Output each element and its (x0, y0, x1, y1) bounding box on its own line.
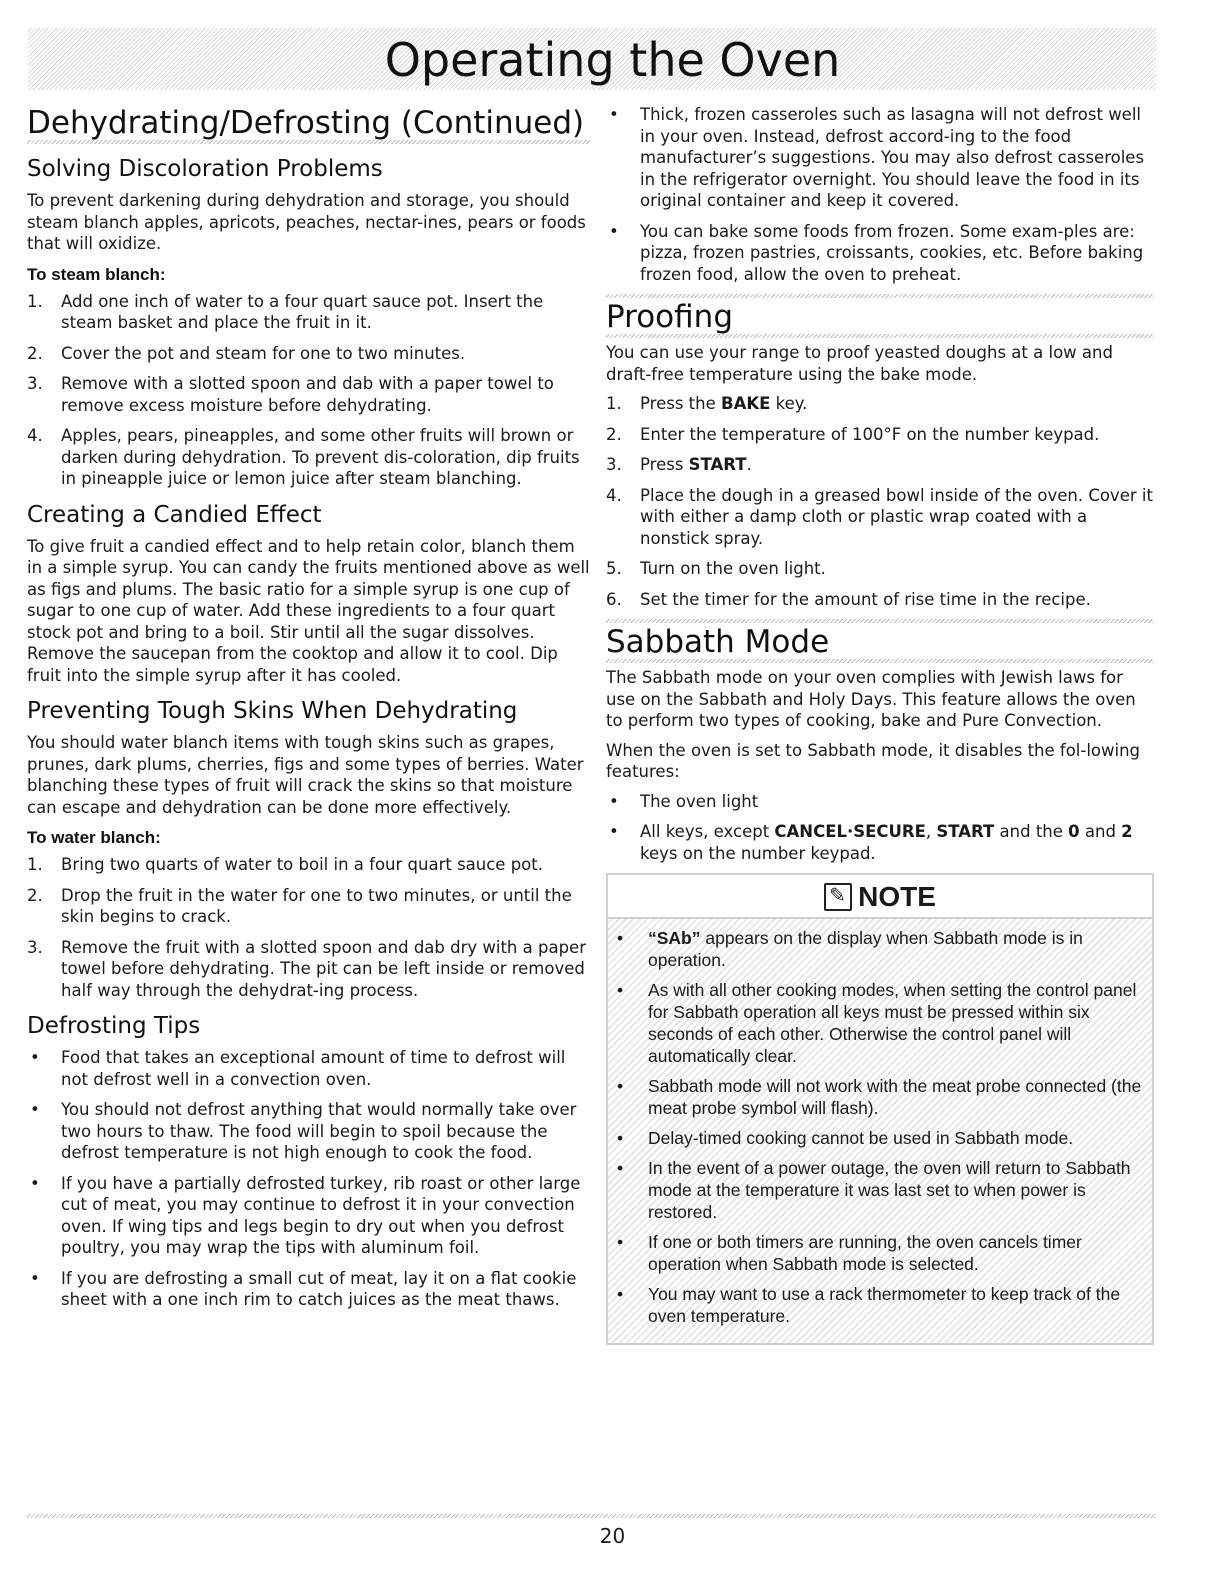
section-title-dehydrating: Dehydrating/Defrosting (Continued) (27, 104, 590, 144)
bullet-icon: • (609, 105, 619, 124)
paragraph-sabbath-2: When the oven is set to Sabbath mode, it disables the fol-lowing features: (606, 740, 1141, 781)
subheading-defrosting-tips: Defrosting Tips (27, 1013, 201, 1039)
list-item: 5. Turn on the oven light. (606, 559, 826, 578)
paragraph-sabbath-1: The Sabbath mode on your oven complies with Jewish laws for use on the Sabbath and Holy Days. This feature allows the oven to perform two types of cooking, bake and Pure Convection. (606, 668, 1136, 730)
paragraph-discoloration: To prevent darkening during dehydration and storage, you should steam blanch apples, apricots, peaches, nectar-ines, pears or foods that will oxidize. (27, 191, 586, 253)
subheading-discoloration: Solving Discoloration Problems (27, 156, 383, 182)
key-name: BAKE (721, 394, 771, 413)
page-title: Operating the Oven (384, 33, 841, 87)
list-item: • You can bake some foods from frozen. Some exam-ples are: pizza, frozen pastries, croissants, cookies, etc. Before baking frozen food, allow the oven to preheat. (606, 221, 1154, 286)
paragraph-tough-skins: You should water blanch items with tough skins such as grapes, prunes, dark plums, cherries, figs and some types of berries. Water blanching these types of fruit will crack the skins so that moisture can escape and dehydration can be done more effectively. (27, 733, 584, 817)
water-blanch-steps (27, 854, 590, 1001)
list-item: 4. Place the dough in a greased bowl inside of the oven. Cover it with either a damp cloth or plastic wrap coated with a nonstick spray. (606, 485, 1153, 548)
page-number: 20 (599, 1524, 626, 1548)
list-item: • Sabbath mode will not work with the meat probe connected (the meat probe symbol will flash). (614, 1075, 1146, 1119)
list-item: 1. Bring two quarts of water to boil in a four quart sauce pot. (27, 855, 543, 874)
bullet-icon: • (30, 1048, 40, 1067)
subheading-tough-skins: Preventing Tough Skins When Dehydrating (27, 698, 518, 724)
proofing-steps (606, 393, 1154, 610)
section-title-proofing: Proofing (606, 298, 1154, 338)
list-item: 2. Enter the temperature of 100°F on the number keypad. (606, 424, 1100, 444)
section-title-sabbath: Sabbath Mode (606, 623, 1154, 663)
defrosting-tips-list (27, 1047, 590, 1311)
list-item: 3. Remove the fruit with a slotted spoon and dab dry with a paper towel before dehydrating. The pit can be left inside or removed half way through the dehydrat-ing process. (27, 937, 586, 1000)
key-name: START (688, 455, 747, 474)
bullet-icon: • (609, 221, 619, 241)
list-item: • All keys, except CANCEL·SECURE, START and the 0 and 2 keys on the number keypad. (606, 821, 1154, 864)
list-item: 6. Set the timer for the amount of rise time in the recipe. (606, 589, 1091, 609)
bullet-icon: • (30, 1173, 40, 1193)
note-box (606, 873, 1154, 1345)
bullet-icon: • (617, 1128, 624, 1148)
note-list (614, 927, 1146, 1327)
list-item: 2. Cover the pot and steam for one to two minutes. (27, 343, 466, 363)
list-item: • Delay-timed cooking cannot be used in Sabbath mode. (614, 1127, 1146, 1149)
bullet-icon: • (617, 980, 624, 1000)
bullet-icon: • (617, 1284, 624, 1304)
defrosting-tips-continued (606, 104, 1154, 285)
steam-blanch-steps (27, 291, 590, 490)
sabbath-disabled-list (606, 791, 1154, 865)
list-item: • If you have a partially defrosted turkey, rib roast or other large cut of meat, you may continue to defrost it in your convection oven. If wing tips and legs begin to dry out when you defrost poultry, you may wrap the tips with aluminum foil. (27, 1173, 590, 1259)
right-column (606, 104, 1154, 1345)
list-item: • If you are defrosting a small cut of meat, lay it on a flat cookie sheet with a one inch rim to catch juices as the meat thaws. (27, 1268, 590, 1311)
bullet-icon: • (30, 1268, 40, 1288)
bullet-icon: • (617, 1076, 624, 1096)
note-header (608, 875, 1152, 919)
subheading-steam-blanch: To steam blanch: (27, 264, 166, 284)
list-item: • “SAb” appears on the display when Sabbath mode is in operation. (614, 927, 1146, 971)
bullet-icon: • (30, 1100, 40, 1119)
bullet-icon: • (609, 822, 619, 841)
bullet-icon: • (609, 791, 619, 811)
paragraph-proofing: You can use your range to proof yeasted doughs at a low and draft-free temperature using the bake mode. (606, 343, 1113, 384)
list-item: 3. Press START. (606, 455, 752, 474)
list-item: • You may want to use a rack thermometer to keep track of the oven temperature. (614, 1283, 1146, 1327)
footer-divider (27, 1514, 1156, 1518)
list-item: • As with all other cooking modes, when setting the control panel for Sabbath operation all keys must be pressed within six seconds of each other. Otherwise the control panel will automatically clear. (614, 979, 1146, 1067)
list-item: • If one or both timers are running, the oven cancels timer operation when Sabbath mode is selected. (614, 1231, 1146, 1275)
list-item: • In the event of a power outage, the oven will return to Sabbath mode at the temperature it was last set to when power is restored. (614, 1157, 1146, 1223)
bullet-icon: • (617, 928, 624, 948)
list-item: • Thick, frozen casseroles such as lasagna will not defrost well in your oven. Instead, defrost accord-ing to the food manufacturer’s suggestions. You may also defrost casseroles in the refrigerator overnight. You should leave the food in its original container and keep it covered. (606, 104, 1154, 212)
note-pencil-icon (824, 883, 852, 911)
subheading-water-blanch: To water blanch: (27, 828, 161, 847)
list-item: 1. Add one inch of water to a four quart sauce pot. Insert the steam basket and place the fruit in it. (27, 291, 544, 332)
bullet-icon: • (617, 1232, 624, 1252)
list-item: • You should not defrost anything that would normally take over two hours to thaw. The food will begin to spoil because the defrost temperature is not high enough to cook the food. (27, 1099, 590, 1164)
list-item: 1. Press the BAKE key. (606, 394, 808, 413)
list-item: 4. Apples, pears, pineapples, and some other fruits will brown or darken during dehydration. To prevent dis-coloration, dip fruits in pineapple juice or lemon juice after steam blanching. (27, 426, 580, 488)
paragraph-candied: To give fruit a candied effect and to help retain color, blanch them in a simple syrup. You can candy the fruits mentioned above as well as figs and plums. The basic ratio for a simple syrup is one cup of sugar to one cup of water. Add these ingredients to a four quart stock pot and bring to a boil. Stir until all the sugar dissolves. Remove the saucepan from the cooktop and allow it to cool. Dip fruit into the simple syrup after it has cooled. (27, 536, 590, 685)
left-column (27, 104, 590, 1320)
subheading-candied: Creating a Candied Effect (27, 501, 322, 528)
list-item: 2. Drop the fruit in the water for one to two minutes, or until the skin begins to crack. (27, 885, 572, 926)
list-item: 3. Remove with a slotted spoon and dab with a paper towel to remove excess moisture before dehydrating. (27, 374, 554, 415)
list-item: • The oven light (606, 791, 1154, 813)
bullet-icon: • (617, 1158, 624, 1178)
list-item: • Food that takes an exceptional amount of time to defrost will not defrost well in a convection oven. (27, 1047, 590, 1090)
note-label: NOTE (858, 881, 936, 912)
